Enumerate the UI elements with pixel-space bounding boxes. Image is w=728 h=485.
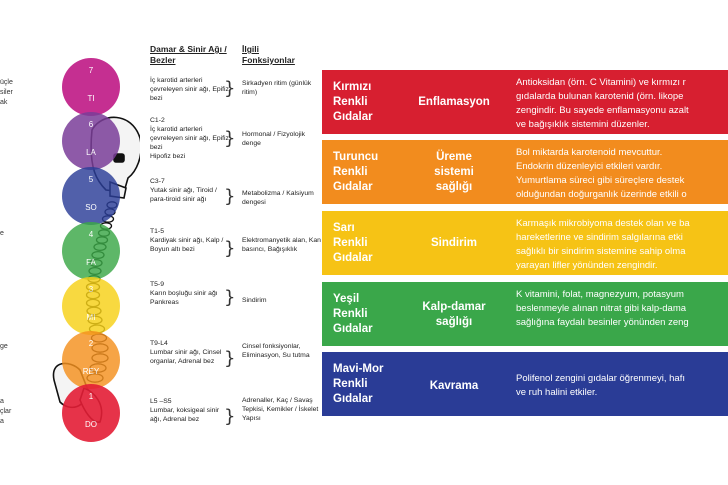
food-label: Kırmızı Renkli Gıdalar [333,81,373,123]
chakra-number: 1 [88,392,94,401]
chakra-circle-6 [62,112,120,170]
function-text-5: Metabolizma / Kalsiyum dengesi [242,190,314,206]
nerve-text-7: İç karotid arterleri çevreleyen sinir ağı, Epifiz bezi [150,77,229,102]
chakra-number: 6 [88,120,94,129]
food-band-blue-purple [322,352,728,416]
nerve-text-2: T9-L4 Lumbar sinir ağı, Cinsel organlar, Adrenal bez [150,340,222,365]
nerve-text-4: T1-5 Kardiyak sinir ağı, Kalp / Boyun altı bezi [150,228,224,253]
food-description: Karmaşık mikrobiyoma destek olan ve ba hareketlerine ve sindirim salgılarına etki sağlıklı bir sindirim sistemine sahip olma yarayan lifler yönünden zengindir. [516,218,690,271]
chakra-code: REY [82,367,100,376]
brace-icon: } [224,186,236,207]
chakra-circle-7 [62,58,120,116]
chakra-number: 5 [88,175,94,184]
effect-label: Kalp-damar sağlığı [422,301,486,328]
left-fragment: ak [0,99,8,106]
nerve-text-5: C3-7 Yutak sinir ağı, Tiroid / para-tiroid sinir ağı [150,178,217,203]
chakra-circle-2 [62,331,120,389]
effect-label: Kavrama [429,380,479,392]
left-fragment: e [0,230,4,237]
left-fragment: a [0,418,4,425]
chakra-code: SO [85,203,97,212]
function-text-7: Sirkadyen ritim (günlük ritim) [242,80,312,96]
brace-icon: } [224,348,236,369]
brace-icon: } [224,406,236,427]
left-fragment: ge [0,343,8,350]
brace-icon: } [224,238,236,259]
food-description: Antioksidan (örn. C Vitamini) ve kırmızı r gıdalarda bulunan karotenid (örn. likope zengindir. Bu sayede enflamasyonu azalt ve bağışıklık sistemini düzenler. [516,77,689,130]
left-fragment: üçle [0,79,13,86]
chakra-code: FA [86,258,96,267]
chakra-circle-4 [62,222,120,280]
food-band-yellow [322,211,728,275]
brace-icon: } [224,287,236,308]
brace-icon: } [224,78,236,99]
chakra-circle-5 [62,167,120,225]
effect-label: Sindirim [430,237,477,249]
function-text-3: Sindirim [242,297,267,304]
chakra-number: 2 [88,339,94,348]
chakra-code: MI [86,313,96,322]
nerves-column-header: Damar & Sinir Ağı / Bezler [150,44,227,65]
nerve-text-3: T5-9 Karın boşluğu sinir ağı Pankreas [150,281,218,306]
chakra-number: 4 [88,230,94,239]
food-band-green [322,282,728,346]
chakra-code: TI [87,94,95,103]
left-fragment: çlar [0,408,12,415]
brace-icon: } [224,128,236,149]
chakra-number: 3 [88,285,94,294]
chakra-code: LA [86,148,96,157]
chakra-code: DO [85,420,97,429]
function-text-4: Elektromanyetik alan, Kan basıncı, Bağışıklık [242,237,321,253]
food-label: Mavi-Mor Renkli Gıdalar [333,363,384,405]
function-text-2: Cinsel fonksiyonlar, Eliminasyon, Su tutma [242,343,310,359]
chakra-number: 7 [88,66,94,75]
effect-label: Enflamasyon [418,96,490,108]
function-text-1: Adrenaller, Kaç / Savaş Tepkisi, Kemikler / İskelet Yapısı [242,397,319,422]
left-fragment: a [0,398,4,405]
food-description: Polifenol zengini gıdalar öğrenmeyi, hafı ve ruh halini etkiler. [516,373,685,398]
chakra-circle-1 [62,384,120,442]
nerve-text-6: C1-2 İç karotid arterleri çevreleyen sinir ağı, Epifiz bezi Hipofiz bezi [150,117,229,160]
functions-column-header: İlgili Fonksiyonlar [242,44,295,65]
food-label: Turuncu Renkli Gıdalar [333,151,379,193]
effect-label: Üreme sistemi sağlığı [434,151,474,193]
chakra-circle-3 [62,277,120,335]
food-description: K vitamini, folat, magnezyum, potasyum beslenmeyle alınan nitrat gibi kalp-dama sağlığına faydalı besinler yönünden zeng [516,289,689,328]
left-fragment: siler [0,89,13,96]
nerve-text-1: L5 –S5 Lumbar, koksigeal sinir ağı, Adrenal bez [150,398,220,423]
food-label: Sarı Renkli Gıdalar [333,222,373,264]
food-description: Bol miktarda karotenoid mevcuttur. Endokrin düzenleyici etkileri vardır. Yumurtlama süreci gibi süreçlere destek olduğundan doğurganlık üzerinde etkili o [516,147,687,200]
food-band-red [322,70,728,134]
food-label: Yeşil Renkli Gıdalar [333,293,373,335]
food-band-orange [322,140,728,204]
function-text-6: Hormonal / Fizyolojik denge [242,131,306,147]
